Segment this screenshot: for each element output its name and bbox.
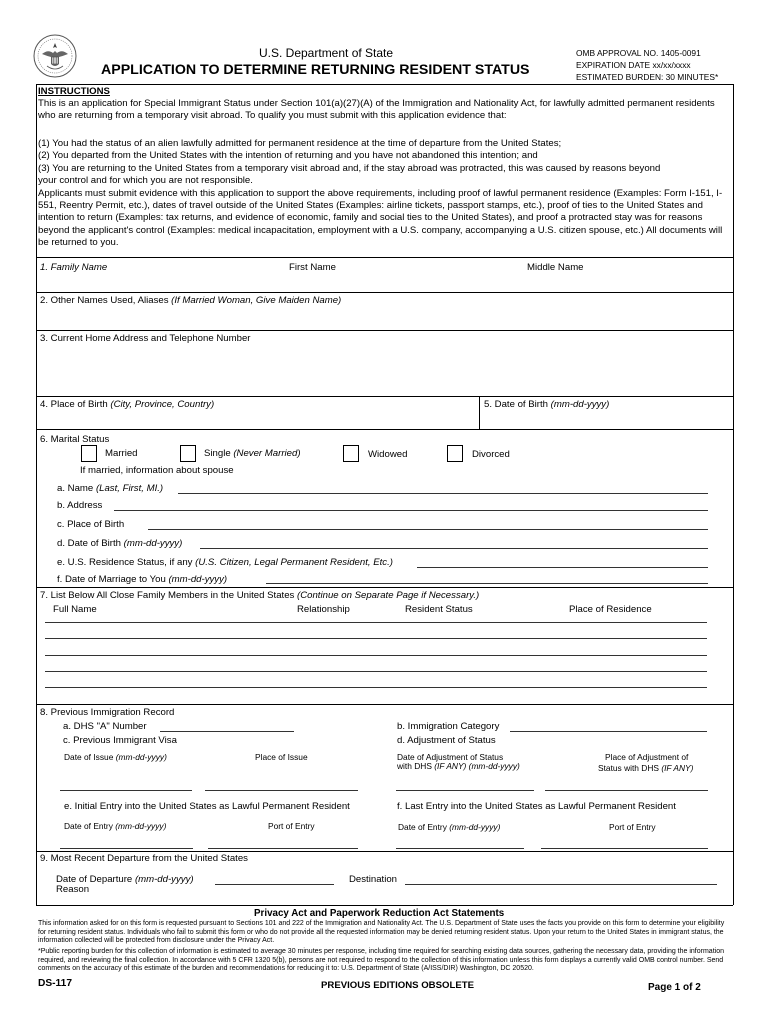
form-left-border (36, 84, 37, 905)
single-label (204, 448, 301, 459)
place-of-adjustment-text: Status with DHS (598, 763, 662, 773)
spouse-name-field[interactable] (178, 493, 708, 494)
date-of-marriage-text: f. Date of Marriage to You (57, 574, 169, 585)
adjustment-of-status-label: d. Adjustment of Status (397, 735, 496, 746)
evidence-instructions: Applicants must submit evidence with this application to support the above requirements, including proof of lawful permanent residence (Examples: Form I-151, I-551, Reentry Permit, etc.), dates of travel outside of the United States (Examples: airline tickets, passport stamps, etc.), proof of ties to the United States and intention to return (Examples: tax returns, and evidence of economic, family and social ties to the United States), and proof a protracted stay was for reasons beyond the applicant's control (Examples: medical incapacitation, employment with a U.S. company, accompanying a U.S. citizen spouse, etc.) All documents will be returned to you. (38, 188, 723, 248)
date-of-issue-label (64, 752, 167, 762)
family-members-label (40, 590, 479, 601)
dhs-a-number-field[interactable] (160, 731, 294, 732)
reason-field[interactable] (92, 886, 722, 902)
married-label: Married (105, 448, 138, 459)
q7-top-rule (36, 587, 733, 588)
spouse-place-of-birth-field[interactable] (148, 529, 708, 530)
marital-status-label: 6. Marital Status (40, 434, 110, 445)
date-of-adjustment-label-2 (397, 761, 520, 771)
family-member-row-2[interactable] (45, 638, 707, 639)
date-of-birth-label (484, 399, 609, 410)
requirement-3: (3) You are returning to the United States from a temporary visit abroad and, if the stay abroad was protracted, this was caused by reasons beyond your control and for which you are not responsible. (38, 163, 661, 187)
privacy-heading: Privacy Act and Paperwork Reduction Act Statements (254, 908, 505, 919)
widowed-checkbox[interactable] (343, 445, 359, 462)
department-name: U.S. Department of State (259, 46, 394, 60)
initial-date-of-entry-text: Date of Entry (64, 821, 116, 831)
spouse-date-of-birth-field[interactable] (200, 548, 708, 549)
requirement-1: (1) You had the status of an alien lawfully admitted for permanent residence at the time of departure from the United States; (38, 138, 562, 149)
page-number: Page 1 of 2 (648, 982, 701, 993)
date-of-birth-text: 5. Date of Birth (484, 399, 551, 410)
date-of-marriage-field[interactable] (266, 583, 708, 584)
place-of-birth-field[interactable] (40, 411, 474, 427)
date-of-departure-field[interactable] (215, 884, 334, 885)
place-of-adjustment-label-1: Place of Adjustment of (605, 752, 689, 762)
previous-editions-notice: PREVIOUS EDITIONS OBSOLETE (321, 980, 474, 991)
single-text: Single (204, 448, 234, 459)
expiration-date: EXPIRATION DATE xx/xx/xxxx (576, 60, 691, 70)
spouse-residence-status-hint: (U.S. Citizen, Legal Permanent Resident, Etc.) (195, 557, 393, 568)
middle-name-field[interactable] (527, 274, 727, 290)
q6-top-rule (36, 429, 733, 430)
spouse-date-of-birth-text: d. Date of Birth (57, 538, 124, 549)
spouse-date-of-birth-hint: (mm-dd-yyyy) (123, 538, 183, 549)
last-date-of-entry-text: Date of Entry (398, 822, 450, 832)
immigration-record-label: 8. Previous Immigration Record (40, 707, 175, 718)
divorced-checkbox[interactable] (447, 445, 463, 462)
spouse-name-text: a. Name (57, 483, 96, 494)
last-port-of-entry-field[interactable] (541, 848, 708, 849)
initial-date-of-entry-hint: (mm-dd-yyyy) (115, 821, 167, 831)
other-names-field[interactable] (40, 308, 728, 328)
initial-entry-label: e. Initial Entry into the United States as Lawful Permanent Resident (64, 801, 350, 812)
q9-top-rule (36, 851, 733, 852)
first-name-label: First Name (289, 262, 336, 273)
q1-top-rule (36, 257, 733, 258)
spouse-residence-status-field[interactable] (417, 567, 708, 568)
q2-top-rule (36, 292, 733, 293)
home-address-field[interactable] (40, 346, 728, 394)
place-of-adjustment-field[interactable] (545, 790, 708, 791)
date-of-adjustment-label-1: Date of Adjustment of Status (397, 752, 504, 762)
family-member-row-1[interactable] (45, 622, 707, 623)
first-name-field[interactable] (289, 274, 519, 290)
date-of-issue-hint: (mm-dd-yyyy) (115, 752, 167, 762)
last-port-of-entry-label: Port of Entry (609, 822, 656, 832)
place-of-adjustment-hint: (IF ANY) (661, 763, 694, 773)
other-names-label (40, 295, 341, 306)
form-number: DS-117 (38, 978, 72, 989)
estimated-burden: ESTIMATED BURDEN: 30 MINUTES* (576, 72, 719, 82)
state-department-seal-icon (33, 34, 77, 78)
initial-port-of-entry-label: Port of Entry (268, 821, 315, 831)
header-divider (36, 84, 733, 85)
spouse-date-of-birth-label (57, 538, 182, 549)
spouse-residence-status-text: e. U.S. Residence Status, if any (57, 557, 196, 568)
divorced-label: Divorced (472, 449, 510, 460)
q3-top-rule (36, 330, 733, 331)
immigration-category-field[interactable] (510, 731, 707, 732)
place-of-issue-label: Place of Issue (255, 752, 308, 762)
spouse-place-of-birth-label: c. Place of Birth (57, 519, 125, 530)
instructions-heading: INSTRUCTIONS (38, 86, 110, 97)
widowed-label: Widowed (368, 449, 408, 460)
family-name-field[interactable] (40, 274, 280, 290)
instructions-intro: This is an application for Special Immigrant Status under Section 101(a)(27)(A) of the Immigration and Nationality Act, for lawfully admitted permanent residents who are returning from a temporary visit abroad. To qualify you must submit with this application evidence that: (38, 98, 715, 122)
column-place-of-residence: Place of Residence (569, 604, 652, 615)
spouse-info-label: If married, information about spouse (80, 465, 234, 476)
place-of-birth-label (40, 399, 214, 410)
destination-field[interactable] (405, 884, 717, 885)
destination-label: Destination (349, 874, 397, 885)
last-date-of-entry-hint: (mm-dd-yyyy) (449, 822, 501, 832)
other-names-hint: (If Married Woman, Give Maiden Name) (171, 295, 342, 306)
immigration-category-label: b. Immigration Category (397, 721, 500, 732)
form-title: APPLICATION TO DETERMINE RETURNING RESIDENT STATUS (101, 62, 530, 78)
dhs-a-number-label: a. DHS "A" Number (63, 721, 147, 732)
family-members-text: 7. List Below All Close Family Members in the United States (40, 590, 298, 601)
spouse-name-hint: (Last, First, MI.) (95, 483, 164, 494)
recent-departure-label: 9. Most Recent Departure from the United States (40, 853, 248, 864)
place-of-issue-field[interactable] (205, 790, 358, 791)
date-of-marriage-hint: (mm-dd-yyyy) (168, 574, 228, 585)
date-of-departure-text: Date of Departure (56, 874, 135, 885)
other-names-text: 2. Other Names Used, Aliases (40, 295, 172, 306)
place-of-adjustment-label-2 (598, 763, 693, 773)
place-of-birth-hint: (City, Province, Country) (110, 399, 215, 410)
date-of-issue-field[interactable] (60, 790, 192, 791)
column-relationship: Relationship (297, 604, 350, 615)
family-member-row-4[interactable] (45, 671, 707, 672)
spouse-name-label (57, 483, 163, 494)
date-of-adjustment-field[interactable] (396, 790, 534, 791)
initial-date-of-entry-field[interactable] (60, 848, 193, 849)
last-entry-label: f. Last Entry into the United States as Lawful Permanent Resident (397, 801, 676, 812)
requirement-2: (2) You departed from the United States with the intention of returning and you have not abandoned this intention; and (38, 150, 538, 161)
date-of-marriage-label (57, 574, 227, 585)
family-name-label: 1. Family Name (40, 262, 108, 273)
initial-date-of-entry-label (64, 821, 166, 831)
place-of-birth-text: 4. Place of Birth (40, 399, 111, 410)
paperwork-reduction-statement: *Public reporting burden for this collection of information is estimated to average 30 minutes per response, including time required for searching existing data sources, gathering the necessary data, providing the information required, and reviewing the final collection. In accordance with 5 CFR 1320 5(b), persons are not required to respond to the collection of this information unless this form displays a currently valid OMB control number. Send comments on the accuracy of this estimate of the burden and recommendations for reducing it to: U.S. Department of State (A/ISS/DIR) Washington, DC 20520. (38, 948, 724, 973)
spouse-residence-status-label (57, 557, 393, 568)
q8-top-rule (36, 704, 733, 705)
date-of-adjustment-hint: (IF ANY) (mm-dd-yyyy) (434, 761, 520, 771)
date-of-birth-field[interactable] (484, 411, 728, 427)
spouse-address-label: b. Address (57, 500, 103, 511)
married-checkbox[interactable] (81, 445, 97, 462)
date-of-birth-hint: (mm-dd-yyyy) (550, 399, 610, 410)
privacy-statement: This information asked for on this form is requested pursuant to Sections 101 and 222 of the Immigration and Nationality Act. The U.S. Department of State uses the facts you provide on this form to determine your eligibility for returning resident status. Individuals who fail to submit this form or who do not provide all the requested information may be denied returning resident status. Upon your return to the United States in immigrant status, the information collected will be protected from disclosure under the Privacy Act. (38, 920, 725, 945)
previous-visa-label: c. Previous Immigrant Visa (63, 735, 177, 746)
q4-q5-divider (479, 396, 480, 429)
family-member-row-5[interactable] (45, 687, 707, 688)
family-members-hint: (Continue on Separate Page if Necessary.) (297, 590, 480, 601)
form-bottom-border (36, 905, 733, 906)
form-right-border (733, 84, 734, 905)
home-address-label: 3. Current Home Address and Telephone Number (40, 333, 251, 344)
q4-top-rule (36, 396, 733, 397)
family-member-row-3[interactable] (45, 655, 707, 656)
date-of-issue-text: Date of Issue (64, 752, 116, 762)
middle-name-label: Middle Name (527, 262, 584, 273)
date-of-adjustment-text: with DHS (397, 761, 435, 771)
last-date-of-entry-field[interactable] (396, 848, 524, 849)
initial-port-of-entry-field[interactable] (208, 848, 358, 849)
column-full-name: Full Name (53, 604, 97, 615)
single-checkbox[interactable] (180, 445, 196, 462)
column-resident-status: Resident Status (405, 604, 473, 615)
omb-approval-number: OMB APPROVAL NO. 1405-0091 (576, 48, 701, 58)
spouse-address-field[interactable] (114, 510, 708, 511)
last-date-of-entry-label (398, 822, 500, 832)
single-hint: (Never Married) (233, 448, 301, 459)
date-of-departure-hint: (mm-dd-yyyy) (134, 874, 194, 885)
reason-label: Reason (56, 884, 90, 895)
